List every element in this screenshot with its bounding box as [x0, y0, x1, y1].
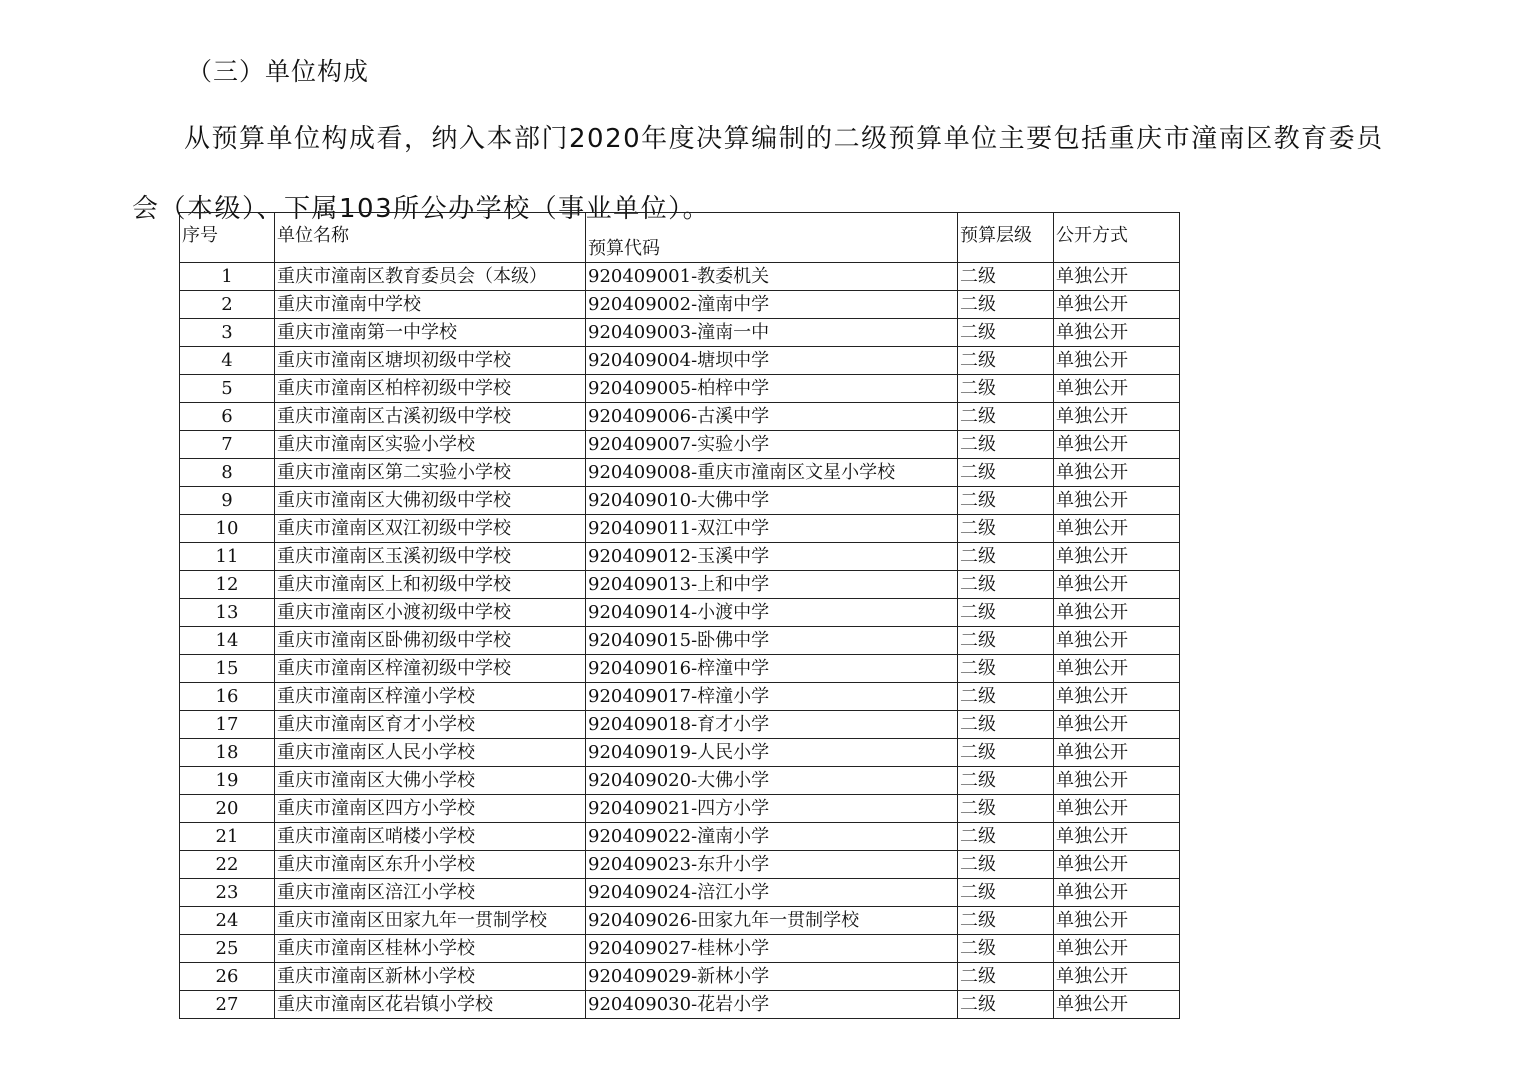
- budget-level-cell: 二级: [958, 599, 1054, 627]
- table-row: [180, 627, 1180, 655]
- budget-code-cell: 920409005-柏梓中学: [586, 375, 958, 403]
- seq-cell: 18: [180, 739, 275, 767]
- budget-code-cell: 920409020-大佛小学: [586, 767, 958, 795]
- budget-code-cell: 920409006-古溪中学: [586, 403, 958, 431]
- seq-cell: 10: [180, 515, 275, 543]
- unit-name-cell: 重庆市潼南区第二实验小学校: [275, 459, 586, 487]
- header-disclosure-method: 公开方式: [1054, 213, 1180, 263]
- seq-cell: 6: [180, 403, 275, 431]
- unit-name-cell: 重庆市潼南区大佛初级中学校: [275, 487, 586, 515]
- seq-cell: 4: [180, 347, 275, 375]
- unit-name-cell: 重庆市潼南区双江初级中学校: [275, 515, 586, 543]
- budget-level-cell: 二级: [958, 711, 1054, 739]
- unit-name-cell: 重庆市潼南区育才小学校: [275, 711, 586, 739]
- seq-cell: 26: [180, 963, 275, 991]
- budget-level-cell: 二级: [958, 963, 1054, 991]
- budget-level-cell: 二级: [958, 935, 1054, 963]
- budget-code-cell: 920409004-塘坝中学: [586, 347, 958, 375]
- budget-code-cell: 920409012-玉溪中学: [586, 543, 958, 571]
- header-budget-level: 预算层级: [958, 213, 1054, 263]
- unit-name-cell: 重庆市潼南区人民小学校: [275, 739, 586, 767]
- table-row: [180, 935, 1180, 963]
- disclosure-method-cell: 单独公开: [1054, 487, 1180, 515]
- disclosure-method-cell: 单独公开: [1054, 291, 1180, 319]
- unit-name-cell: 重庆市潼南区新林小学校: [275, 963, 586, 991]
- budget-code-cell: 920409017-梓潼小学: [586, 683, 958, 711]
- seq-cell: 9: [180, 487, 275, 515]
- unit-name-cell: 重庆市潼南区大佛小学校: [275, 767, 586, 795]
- disclosure-method-cell: 单独公开: [1054, 403, 1180, 431]
- table-row: [180, 963, 1180, 991]
- budget-code-cell: 920409022-潼南小学: [586, 823, 958, 851]
- unit-name-cell: 重庆市潼南区上和初级中学校: [275, 571, 586, 599]
- header-unit-name: 单位名称: [275, 213, 586, 263]
- seq-cell: 8: [180, 459, 275, 487]
- table-row: [180, 795, 1180, 823]
- header-budget-code: 预算代码: [586, 213, 958, 263]
- disclosure-method-cell: 单独公开: [1054, 795, 1180, 823]
- table-row: [180, 571, 1180, 599]
- table-row: [180, 991, 1180, 1019]
- disclosure-method-cell: 单独公开: [1054, 739, 1180, 767]
- budget-level-cell: 二级: [958, 487, 1054, 515]
- unit-name-cell: 重庆市潼南区玉溪初级中学校: [275, 543, 586, 571]
- budget-level-cell: 二级: [958, 291, 1054, 319]
- unit-name-cell: 重庆市潼南区东升小学校: [275, 851, 586, 879]
- budget-code-cell: 920409013-上和中学: [586, 571, 958, 599]
- unit-name-cell: 重庆市潼南区四方小学校: [275, 795, 586, 823]
- budget-level-cell: 二级: [958, 991, 1054, 1019]
- budget-code-cell: 920409003-潼南一中: [586, 319, 958, 347]
- section-heading: （三）单位构成: [187, 57, 370, 86]
- seq-cell: 20: [180, 795, 275, 823]
- disclosure-method-cell: 单独公开: [1054, 571, 1180, 599]
- budget-level-cell: 二级: [958, 515, 1054, 543]
- budget-code-cell: 920409030-花岩小学: [586, 991, 958, 1019]
- disclosure-method-cell: 单独公开: [1054, 599, 1180, 627]
- unit-name-cell: 重庆市潼南中学校: [275, 291, 586, 319]
- disclosure-method-cell: 单独公开: [1054, 543, 1180, 571]
- table-row: [180, 319, 1180, 347]
- table-row: [180, 291, 1180, 319]
- budget-code-cell: 920409002-潼南中学: [586, 291, 958, 319]
- header-seq: 序号: [180, 213, 275, 263]
- disclosure-method-cell: 单独公开: [1054, 319, 1180, 347]
- unit-name-cell: 重庆市潼南区古溪初级中学校: [275, 403, 586, 431]
- budget-level-cell: 二级: [958, 851, 1054, 879]
- budget-level-cell: 二级: [958, 459, 1054, 487]
- budget-level-cell: 二级: [958, 375, 1054, 403]
- disclosure-method-cell: 单独公开: [1054, 627, 1180, 655]
- budget-level-cell: 二级: [958, 347, 1054, 375]
- budget-level-cell: 二级: [958, 823, 1054, 851]
- budget-code-cell: 920409018-育才小学: [586, 711, 958, 739]
- unit-name-cell: 重庆市潼南区实验小学校: [275, 431, 586, 459]
- table-row: [180, 375, 1180, 403]
- seq-cell: 22: [180, 851, 275, 879]
- disclosure-method-cell: 单独公开: [1054, 991, 1180, 1019]
- seq-cell: 17: [180, 711, 275, 739]
- budget-code-cell: 920409008-重庆市潼南区文星小学校: [586, 459, 958, 487]
- unit-name-cell: 重庆市潼南区花岩镇小学校: [275, 991, 586, 1019]
- budget-units-table: [179, 212, 1180, 1019]
- budget-level-cell: 二级: [958, 739, 1054, 767]
- budget-code-cell: 920409007-实验小学: [586, 431, 958, 459]
- disclosure-method-cell: 单独公开: [1054, 431, 1180, 459]
- budget-code-cell: 920409021-四方小学: [586, 795, 958, 823]
- budget-code-cell: 920409024-涪江小学: [586, 879, 958, 907]
- table-row: [180, 655, 1180, 683]
- unit-name-cell: 重庆市潼南第一中学校: [275, 319, 586, 347]
- disclosure-method-cell: 单独公开: [1054, 347, 1180, 375]
- table-row: [180, 515, 1180, 543]
- budget-code-cell: 920409011-双江中学: [586, 515, 958, 543]
- table-row: [180, 683, 1180, 711]
- table-row: [180, 459, 1180, 487]
- budget-code-cell: 920409023-东升小学: [586, 851, 958, 879]
- seq-cell: 2: [180, 291, 275, 319]
- table-row: [180, 403, 1180, 431]
- table-row: [180, 487, 1180, 515]
- intro-paragraph: 从预算单位构成看，纳入本部门2020年度决算编制的二级预算单位主要包括重庆市潼南区教育委员会（本级）、下属103所公办学校（事业单位）。: [132, 124, 1384, 224]
- disclosure-method-cell: 单独公开: [1054, 459, 1180, 487]
- disclosure-method-cell: 单独公开: [1054, 935, 1180, 963]
- seq-cell: 7: [180, 431, 275, 459]
- table-row: [180, 347, 1180, 375]
- seq-cell: 21: [180, 823, 275, 851]
- table-row: [180, 431, 1180, 459]
- table-row: [180, 599, 1180, 627]
- budget-level-cell: 二级: [958, 543, 1054, 571]
- seq-cell: 16: [180, 683, 275, 711]
- disclosure-method-cell: 单独公开: [1054, 515, 1180, 543]
- budget-level-cell: 二级: [958, 263, 1054, 291]
- unit-name-cell: 重庆市潼南区哨楼小学校: [275, 823, 586, 851]
- seq-cell: 14: [180, 627, 275, 655]
- seq-cell: 27: [180, 991, 275, 1019]
- budget-code-cell: 920409014-小渡中学: [586, 599, 958, 627]
- budget-code-cell: 920409029-新林小学: [586, 963, 958, 991]
- disclosure-method-cell: 单独公开: [1054, 823, 1180, 851]
- seq-cell: 15: [180, 655, 275, 683]
- seq-cell: 12: [180, 571, 275, 599]
- unit-name-cell: 重庆市潼南区塘坝初级中学校: [275, 347, 586, 375]
- table-header: [180, 213, 1180, 263]
- disclosure-method-cell: 单独公开: [1054, 683, 1180, 711]
- budget-level-cell: 二级: [958, 795, 1054, 823]
- table-body: [180, 263, 1180, 1019]
- table-row: [180, 543, 1180, 571]
- disclosure-method-cell: 单独公开: [1054, 375, 1180, 403]
- budget-level-cell: 二级: [958, 431, 1054, 459]
- budget-level-cell: 二级: [958, 655, 1054, 683]
- disclosure-method-cell: 单独公开: [1054, 655, 1180, 683]
- table-row: [180, 711, 1180, 739]
- budget-level-cell: 二级: [958, 403, 1054, 431]
- unit-name-cell: 重庆市潼南区卧佛初级中学校: [275, 627, 586, 655]
- disclosure-method-cell: 单独公开: [1054, 879, 1180, 907]
- table-row: [180, 879, 1180, 907]
- budget-code-cell: 920409016-梓潼中学: [586, 655, 958, 683]
- table-row: [180, 823, 1180, 851]
- unit-name-cell: 重庆市潼南区教育委员会（本级）: [275, 263, 586, 291]
- seq-cell: 11: [180, 543, 275, 571]
- budget-code-cell: 920409010-大佛中学: [586, 487, 958, 515]
- seq-cell: 25: [180, 935, 275, 963]
- disclosure-method-cell: 单独公开: [1054, 851, 1180, 879]
- budget-level-cell: 二级: [958, 627, 1054, 655]
- disclosure-method-cell: 单独公开: [1054, 711, 1180, 739]
- disclosure-method-cell: 单独公开: [1054, 263, 1180, 291]
- seq-cell: 1: [180, 263, 275, 291]
- budget-level-cell: 二级: [958, 879, 1054, 907]
- table-row: [180, 263, 1180, 291]
- budget-level-cell: 二级: [958, 319, 1054, 347]
- seq-cell: 5: [180, 375, 275, 403]
- table-row: [180, 739, 1180, 767]
- unit-name-cell: 重庆市潼南区柏梓初级中学校: [275, 375, 586, 403]
- seq-cell: 19: [180, 767, 275, 795]
- table-row: [180, 851, 1180, 879]
- budget-code-cell: 920409019-人民小学: [586, 739, 958, 767]
- budget-code-cell: 920409015-卧佛中学: [586, 627, 958, 655]
- disclosure-method-cell: 单独公开: [1054, 907, 1180, 935]
- disclosure-method-cell: 单独公开: [1054, 767, 1180, 795]
- unit-name-cell: 重庆市潼南区田家九年一贯制学校: [275, 907, 586, 935]
- budget-code-cell: 920409026-田家九年一贯制学校: [586, 907, 958, 935]
- budget-level-cell: 二级: [958, 683, 1054, 711]
- seq-cell: 3: [180, 319, 275, 347]
- unit-name-cell: 重庆市潼南区涪江小学校: [275, 879, 586, 907]
- unit-name-cell: 重庆市潼南区桂林小学校: [275, 935, 586, 963]
- table-row: [180, 907, 1180, 935]
- unit-name-cell: 重庆市潼南区小渡初级中学校: [275, 599, 586, 627]
- budget-level-cell: 二级: [958, 907, 1054, 935]
- disclosure-method-cell: 单独公开: [1054, 963, 1180, 991]
- seq-cell: 13: [180, 599, 275, 627]
- table-row: [180, 767, 1180, 795]
- unit-name-cell: 重庆市潼南区梓潼小学校: [275, 683, 586, 711]
- seq-cell: 24: [180, 907, 275, 935]
- budget-level-cell: 二级: [958, 571, 1054, 599]
- budget-code-cell: 920409001-教委机关: [586, 263, 958, 291]
- budget-code-cell: 920409027-桂林小学: [586, 935, 958, 963]
- seq-cell: 23: [180, 879, 275, 907]
- unit-name-cell: 重庆市潼南区梓潼初级中学校: [275, 655, 586, 683]
- budget-level-cell: 二级: [958, 767, 1054, 795]
- table-header-row: [180, 213, 1180, 263]
